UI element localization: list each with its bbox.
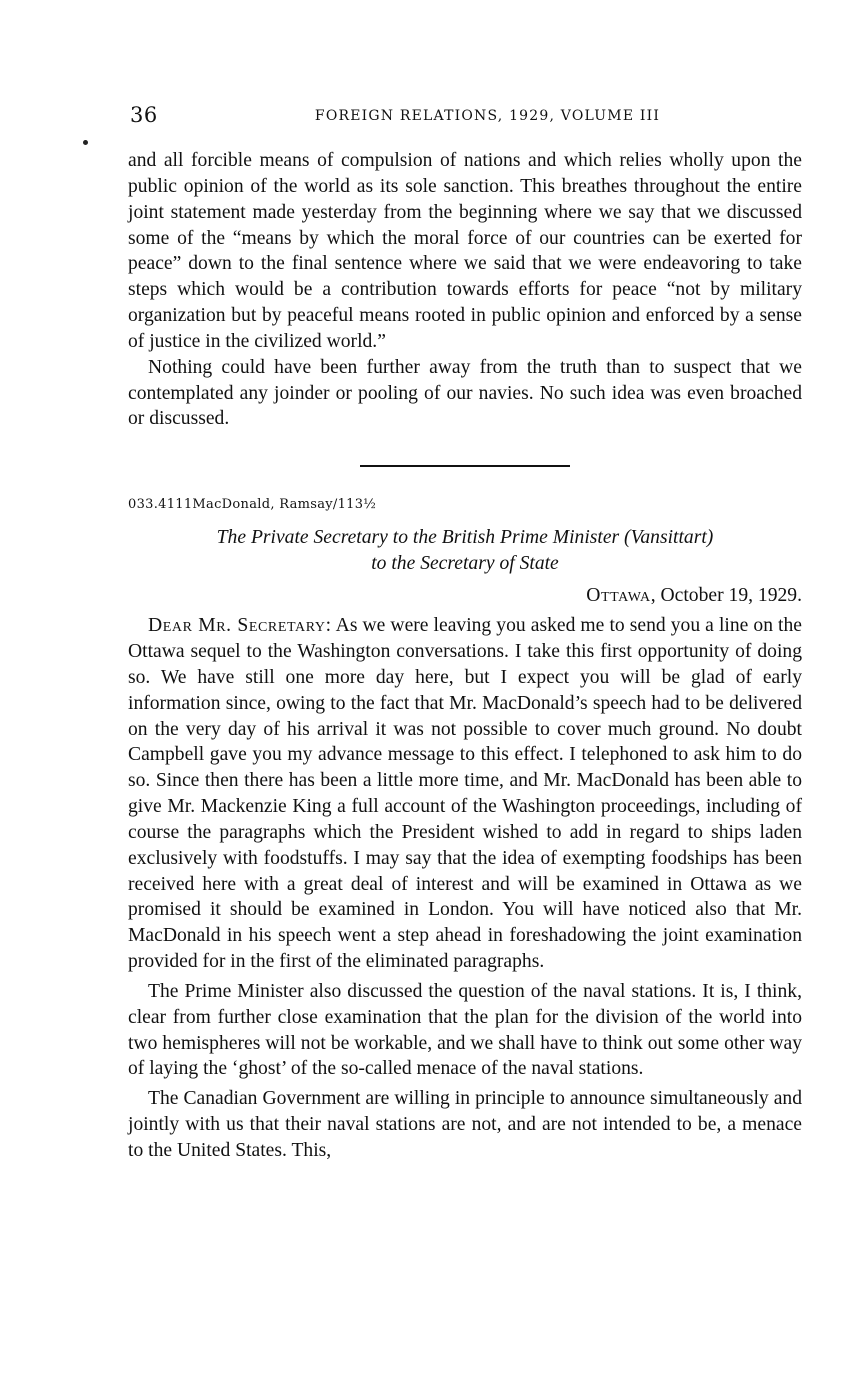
dateline-date: , October 19, 1929.	[650, 585, 802, 607]
salutation: Dear Mr. Secretary:	[148, 615, 332, 637]
running-head: FOREIGN RELATIONS, 1929, VOLUME III	[314, 108, 661, 124]
page-number: 36	[130, 103, 158, 127]
body-paragraph: Nothing could have been further away from the truth than to suspect that we contemplated any joinder or pooling of our navies. No such idea was even broached or discussed.	[128, 356, 802, 430]
letter-paragraph	[128, 613, 802, 975]
margin-dot	[83, 140, 88, 145]
letter-paragraph: The Prime Minister also discussed the question of the naval stations. It is, I think, clear from further close examination that the plan for the division of the world into two hemispheres will not be workable, and we shall have to think out some other way of laying the ‘ghost’ of the so-called menace of the naval stations.	[128, 980, 802, 1080]
document-title-line: The Private Secretary to the British Prime Minister (Vansittart)	[216, 527, 714, 549]
dateline-place: Ottawa	[586, 585, 651, 607]
document-title	[128, 525, 802, 577]
file-reference: 033.4111MacDonald, Ramsay/113½	[128, 497, 377, 513]
section-divider	[360, 465, 570, 467]
body-paragraph: and all forcible means of compulsion of nations and which relies wholly upon the public opinion of the world as its sole sanction. This breathes throughout the entire joint statement made yesterday from the beginning where we say that we discussed some of the “means by which the moral force of our countries can be exerted for peace” down to the final sentence where we said that we were endeavoring to take steps which would be a contribution towards efforts for peace “not by military organization but by peaceful means rooted in public opinion and enforced by a sense of justice in the civilized world.”	[128, 150, 802, 352]
document-title-line: to the Secretary of State	[371, 553, 559, 575]
page-header	[130, 103, 805, 131]
page-body	[128, 148, 802, 1164]
dateline	[128, 583, 802, 609]
letter-text: As we were leaving you asked me to send you a line on the Ottawa sequel to the Washington conversations. I take this first opportunity of doing so. We have still one more day here, but I expect you will be glad of early information since, owing to the fact that Mr. MacDonald’s speech had to be delivered on the very day of his arrival it was not possible to cover much ground. No doubt Campbell gave you my advance message to this effect. I telephoned to ask him to do so. Since then there has been a little more time, and Mr. MacDonald has been able to give Mr. Mackenzie King a full account of the Washington proceedings, including of course the paragraphs which the President wished to add in regard to ships laden exclusively with foodstuffs. I may say that the idea of exempting foodships has been received here with a great deal of interest and will be examined in Ottawa as we promised it should be examined in London. You will have noticed also that Mr. MacDonald in his speech went a step ahead in foreshadowing the joint examination provided for in the first of the eliminated paragraphs.	[128, 615, 802, 973]
letter-paragraph: The Canadian Government are willing in principle to announce simultaneously and jointly with us that their naval stations are not, and are not intended to be, a menace to the United States. This,	[128, 1088, 802, 1161]
